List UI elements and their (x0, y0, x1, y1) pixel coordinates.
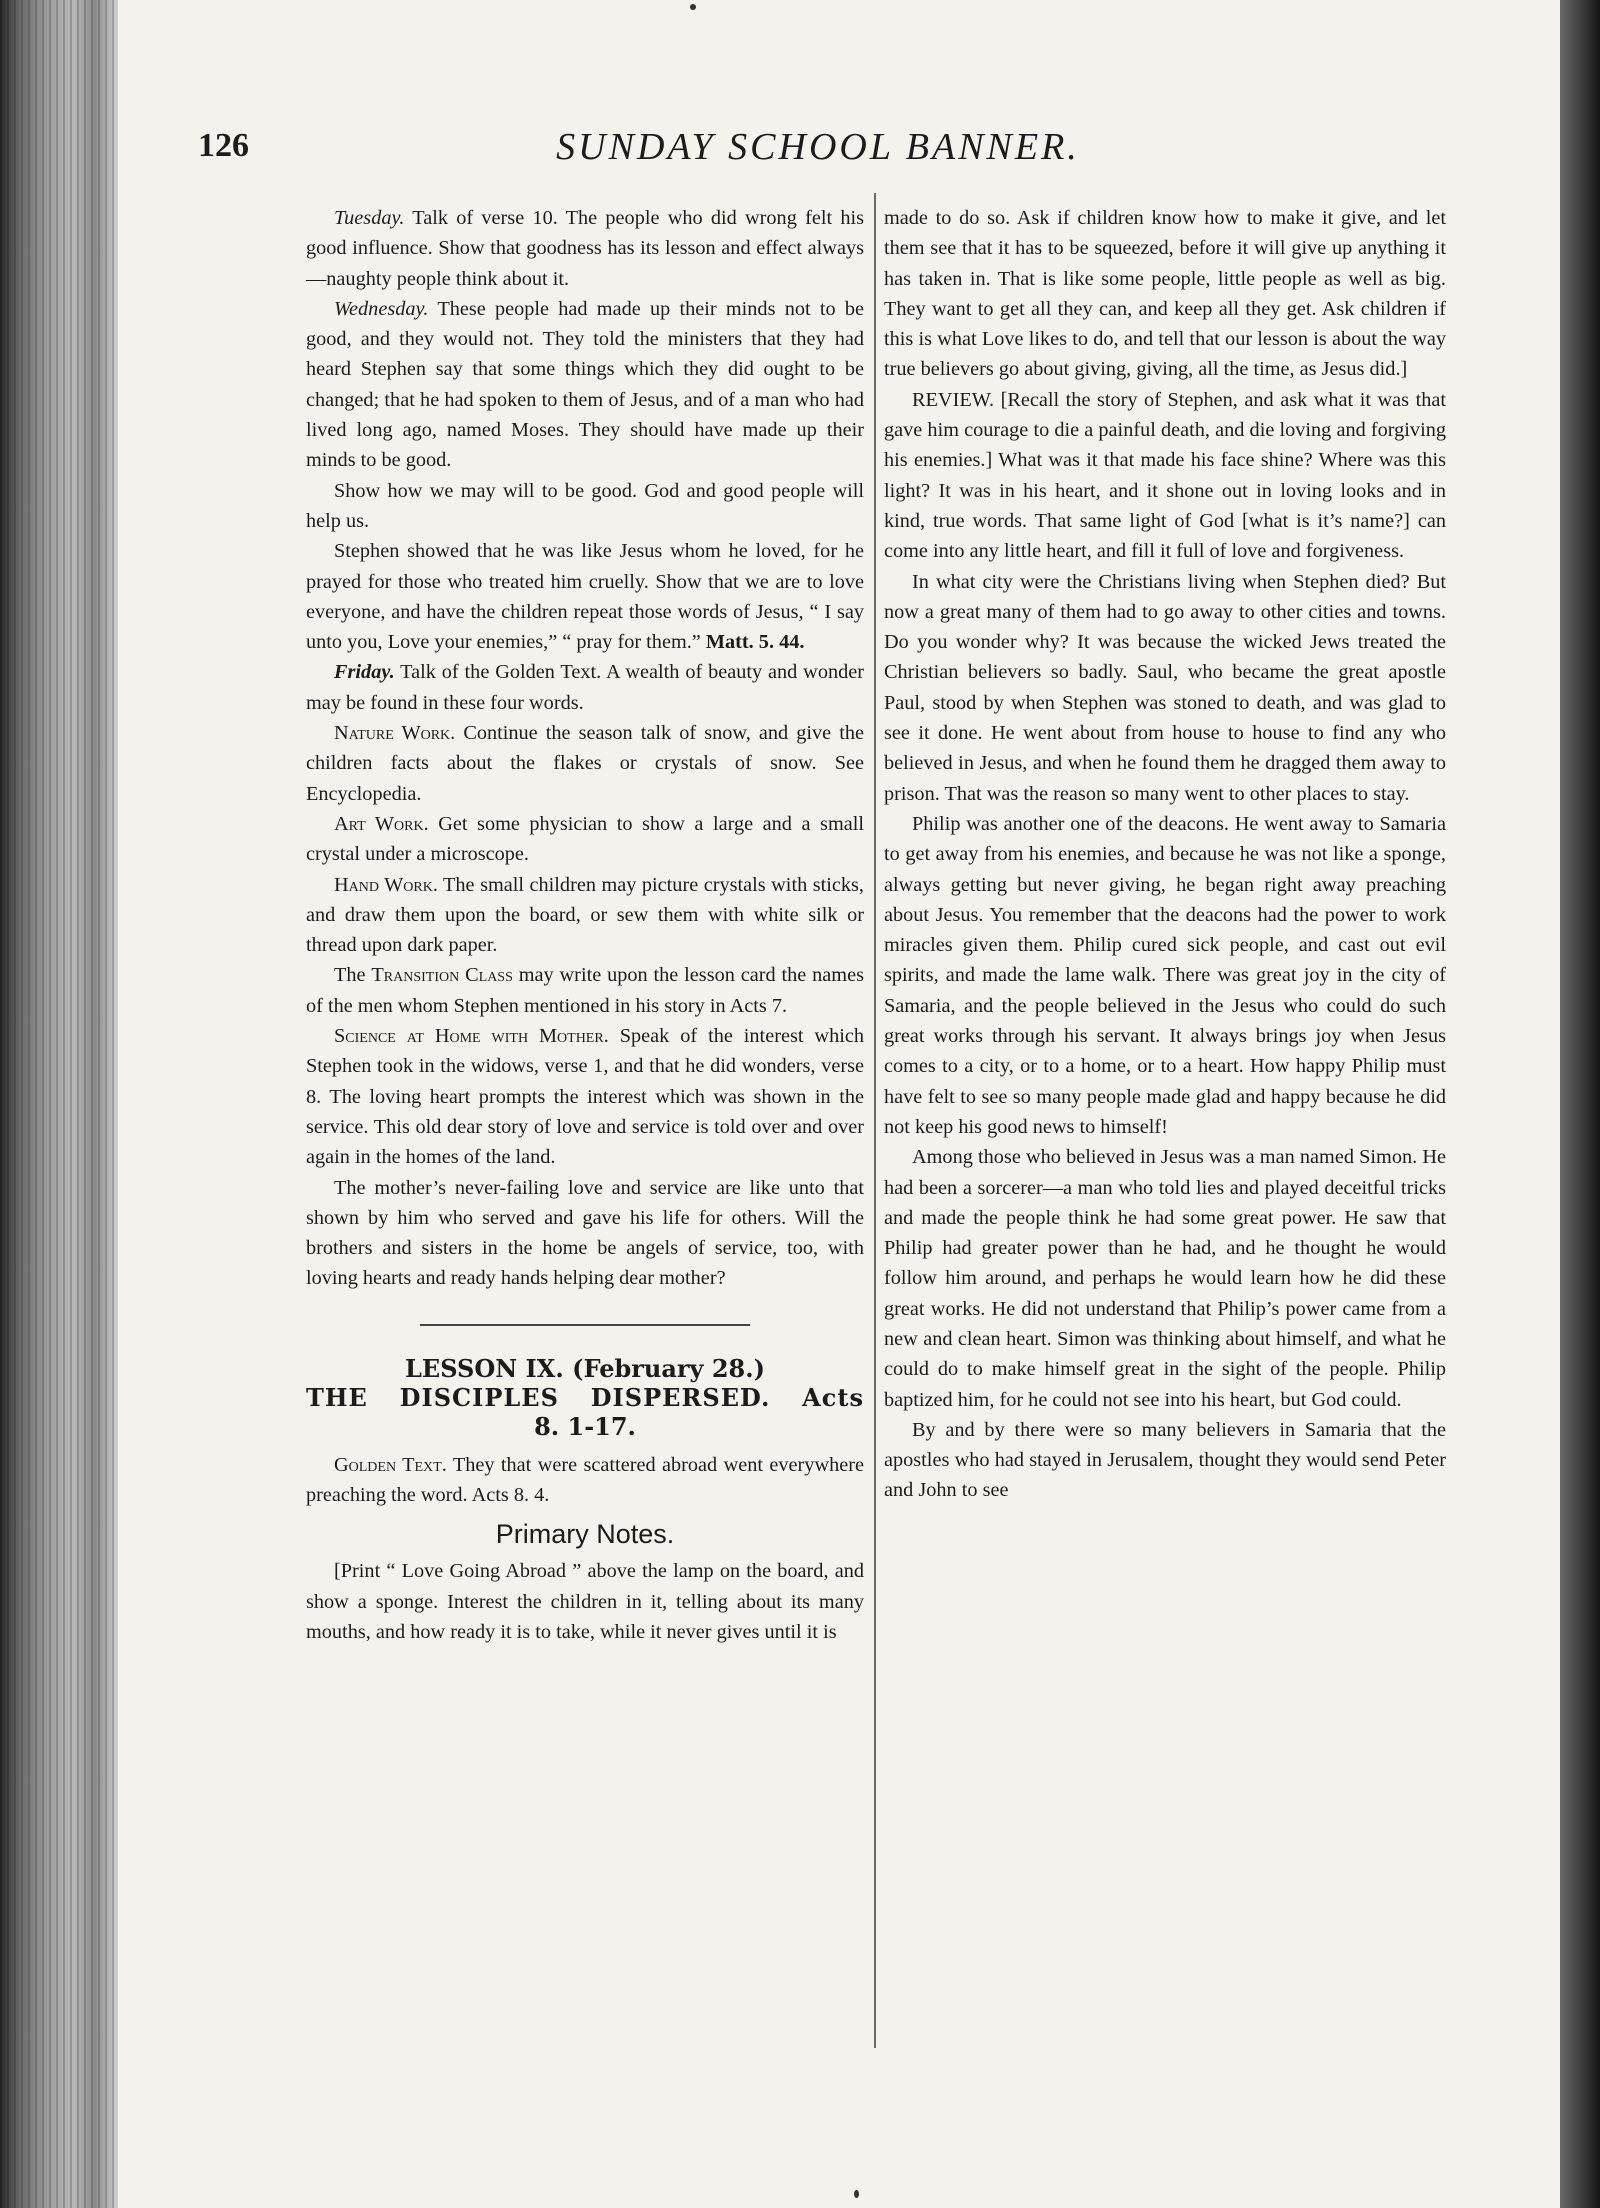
scripture-reference: Matt. 5. 44. (705, 631, 805, 654)
right-column (884, 203, 1446, 1506)
paragraph-christians-scattered: In what city were the Christians living when Stephen died? But now a great many of them had to go away to other cities and towns. Do you wonder why? It was because the wicked Jews treated the Christian believers so badly. Saul, who became the great apostle Paul, stood by when Stephen was stoned to death, and was glad to see it done. He went about from house to house to find any who believed in Jesus, and when he found them he dragged them away to prison. That was the reason so many went to other places to stay. (884, 570, 1446, 805)
lesson-heading: LESSON IX. (February 28.) (405, 1353, 765, 1383)
page-right-shadow (1560, 0, 1600, 2208)
print-speck (854, 2190, 859, 2198)
section-label: Science at Home with Mother. (334, 1025, 609, 1048)
paragraph-wednesday: Wednesday. These people had made up their minds not to be good, and they would not. They told the ministers that they had heard Stephen say that some things which they did ought to be changed; that he had spoken to them of Jesus, and of a man who had lived long ago, named Moses. They should have made up their minds to be good. (306, 297, 864, 472)
column-divider (874, 193, 876, 2048)
paragraph-will-to-be-good: Show how we may will to be good. God and good people will help us. (306, 479, 864, 532)
paragraph-apostles-send: By and by there were so many believers in Samaria that the apostles who had stayed in Jerusalem, thought they would send Peter and John to see (884, 1418, 1446, 1502)
running-title: SUNDAY SCHOOL BANNER. (556, 126, 1080, 168)
day-label: Tuesday. (334, 207, 405, 229)
paragraph-philip-samaria: Philip was another one of the deacons. He went away to Samaria to get away from his enemies, and because he was not like a sponge, always getting but never giving, he began right away preaching about Jesus. You remember that the deacons had the power to work miracles given them. Philip cured sick people, and cast out evil spirits, and made the lame walk. There was great joy in the city of Samaria, and the people believed in the Jesus who could do such great works through his servant. It always brings joy when Jesus comes to a city, or to a home, or to a heart. How happy Philip must have felt to see so many people made glad and happy because he did not keep his good news to himself! (884, 812, 1446, 1138)
paragraph-transition-class: The Transition Class may write upon the lesson card the names of the men whom Stephen mentioned in his story in Acts 7. (306, 964, 864, 1017)
section-rule (420, 1324, 750, 1326)
paragraph-friday: Friday. Talk of the Golden Text. A wealth of beauty and wonder may be found in these four words. (306, 661, 864, 714)
paragraph-science-at-home: Science at Home with Mother. Speak of the interest which Stephen took in the widows, verse 1, and that he did wonders, verse 8. The loving heart prompts the interest which was shown in the service. This old dear story of love and service is told over and over again in the homes of the land. (306, 1025, 864, 1169)
paragraph-golden-text: Golden Text. They that were scattered abroad went everywhere preaching the word. Acts 8. 4. (306, 1453, 864, 1506)
book-spine-edge (0, 0, 118, 2208)
paragraph-print-love-going-abroad: [Print “ Love Going Abroad ” above the lamp on the board, and show a sponge. Interest the children in it, telling about its many mouths, and how ready it is to take, while it never gives until it is (306, 1560, 864, 1643)
page-number: 126 (198, 127, 249, 164)
paragraph-hand-work: Hand Work. The small children may picture crystals with sticks, and draw them upon the board, or sew them with white silk or thread upon dark paper. (306, 873, 864, 957)
paragraph-stephen-love: Stephen showed that he was like Jesus whom he loved, for he prayed for those who treated him cruelly. Show that we are to love everyone, and have the children repeat those words of Jesus, “ I say unto you, Love your enemies,” “ pray for them.” Matt. 5. 44. (306, 540, 864, 654)
day-label: Friday. (334, 661, 395, 684)
page-header (198, 125, 1438, 177)
paragraph-mothers-love: The mother’s never-failing love and service are like unto that shown by him who served and gave his life for others. Will the brothers and sisters in the home be angels of service, too, with loving hearts and ready hands helping dear mother? (306, 1176, 864, 1290)
section-label: Transition Class (371, 964, 513, 987)
day-label: Wednesday. (334, 297, 429, 320)
lesson-subject: THE DISCIPLES DISPERSED. Acts (306, 1382, 864, 1412)
section-label: Art Work. (334, 812, 429, 835)
section-label: Nature Work. (334, 722, 456, 745)
left-column (306, 203, 864, 1647)
paragraph-art-work: Art Work. Get some physician to show a large and a small crystal under a microscope. (306, 812, 864, 866)
section-label: Golden Text. (334, 1453, 447, 1476)
paragraph-tuesday: Tuesday. Talk of verse 10. The people who did wrong felt his good influence. Show that goodness has its lesson and effect always—naughty people think about it. (306, 207, 864, 290)
section-label: Hand Work. (334, 873, 438, 896)
paragraph-nature-work: Nature Work. Continue the season talk of snow, and give the children facts about the flakes or crystals of snow. See Encyclopedia. (306, 722, 865, 805)
paragraph-simon-sorcerer: Among those who believed in Jesus was a man named Simon. He had been a sorcerer—a man who told lies and played deceitful tricks and made the people think he had some great power. He saw that Philip had greater power than he had, and he thought he would follow him around, and perhaps he would learn how he did these great works. He did not understand that Philip’s power came from a new and clean heart. Simon was thinking about himself, and what he could do to make himself great in the sight of the people. Philip baptized him, for he could not see into his heart, but God could. (884, 1146, 1446, 1411)
primary-notes-heading: Primary Notes. (495, 1519, 675, 1550)
section-label: REVIEW. (912, 388, 995, 411)
paragraph-review: REVIEW. [Recall the story of Stephen, and ask what it was that gave him courage to die a painful death, and die loving and forgiving his enemies.] What was it that made his face shine? Where was this light? It was in his heart, and it shone out in loving looks and in kind, true words. That same light of God [what is it’s name?] can come into any little heart, and fill it full of love and forgiveness. (884, 388, 1446, 563)
paragraph-sponge-continued: made to do so. Ask if children know how to make it give, and let them see that it has to be squeezed, before it will give up anything it has taken in. That is like some people, little people as well as big. They want to get all they can, and keep all they get. Ask children if this is what Love likes to do, and tell that our lesson is about the way true believers go about giving, giving, all the time, as Jesus did.] (884, 207, 1446, 381)
print-speck (690, 4, 696, 10)
lesson-reference: 8. 1-17. (534, 1411, 636, 1441)
